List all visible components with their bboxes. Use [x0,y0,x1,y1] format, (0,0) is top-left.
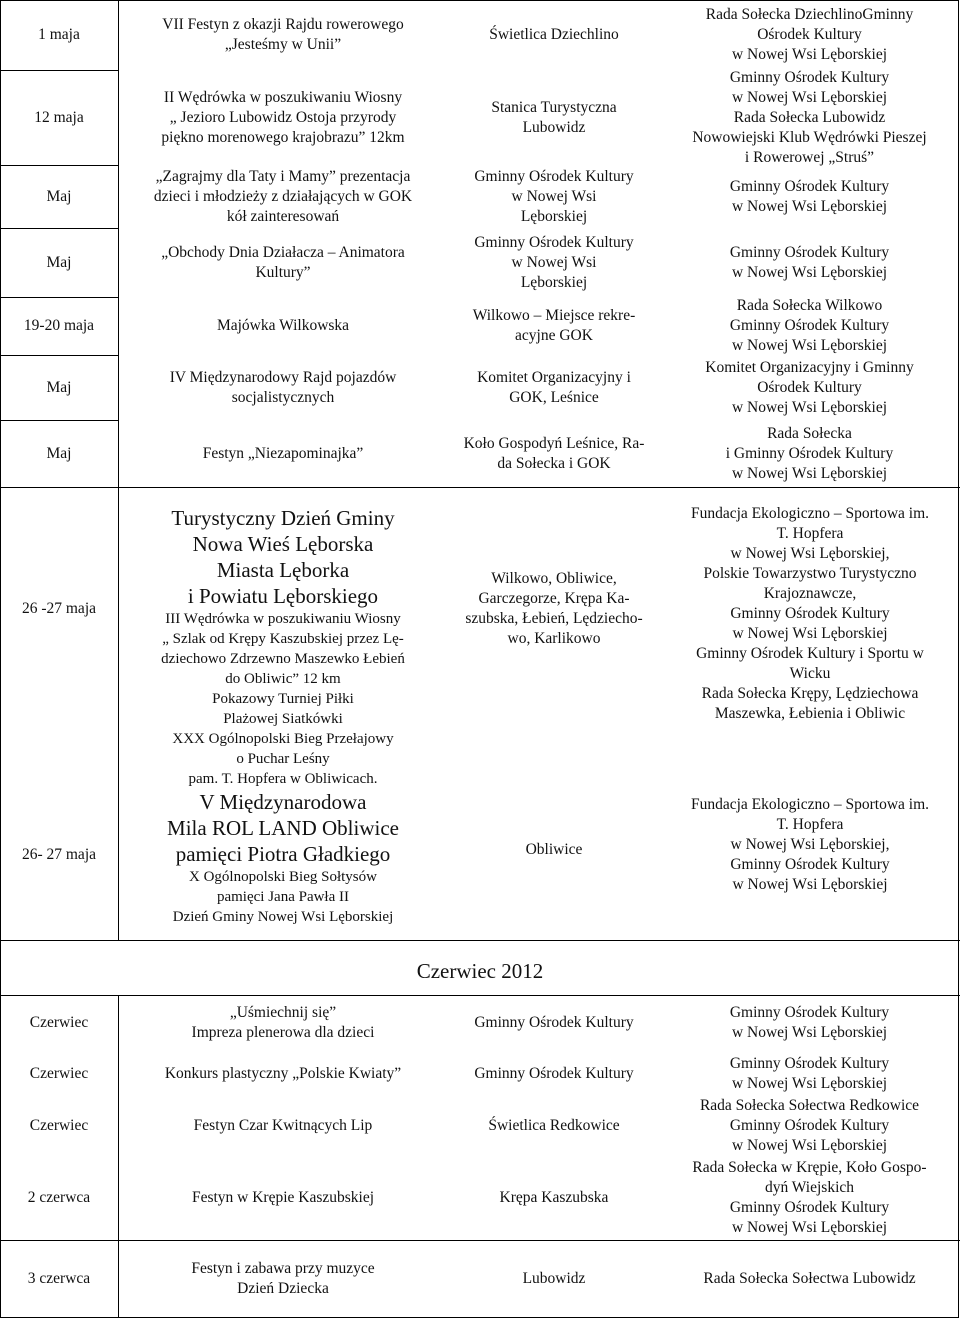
row3-date-cell-line: 2 czerwca [27,1188,91,1206]
row1-organizer-cell-line: w Nowej Wsi Lęborskiej [731,46,888,63]
event-line: pamięci Jana Pawła II [216,889,349,905]
row1-place-cell-line: Lubowidz [522,118,586,136]
row1-place-cell-line: Komitet Organizacyjny i [477,368,631,386]
row3-organizer-cell-line: w Nowej Wsi Lęborskiej [731,1137,888,1154]
row1-organizer-cell-line: Gminny Ośrodek Kultury [729,177,890,195]
row3-event-cell-line: Festyn w Krępie Kaszubskiej [191,1188,375,1206]
event-line: XXX Ogólnopolski Bieg Przełajowy [172,731,394,747]
event-group [167,789,399,867]
row3-organizer-cell-line: w Nowej Wsi Lęborskiej [731,1218,888,1236]
row3-date-cell [0,995,118,1050]
row3-place-cell [448,1240,660,1318]
organizer-cell-line: Gminny Ośrodek Kultury [730,856,890,873]
row3-organizer-cell [660,995,959,1050]
row3-date-cell [0,1097,118,1155]
row1-organizer-cell-line: w Nowej Wsi Lęborskiej [731,398,888,416]
row3-place-cell [448,995,660,1050]
row1-place-cell-line: w Nowej Wsi [511,187,597,205]
row-divider [0,228,118,229]
row3-date-cell [0,1155,118,1240]
organizer-cell-line: T. Hopfera [776,816,844,833]
event-line: Miasta Lęborka [216,558,350,582]
row1-event-cell [118,420,448,487]
organizer-cell-line: w Nowej Wsi Lęborskiej, [730,836,890,853]
event-line: Pokazowy Turniej Piłki [212,691,354,707]
organizer-cell [660,497,960,730]
row3-date-cell [0,1240,118,1318]
row3-organizer-cell-line: Gminny Ośrodek Kultury [729,1117,890,1134]
place-cell-line: Garczegorze, Krępa Ka- [478,589,630,607]
row1-place-cell [448,297,660,355]
row-divider [0,165,118,166]
row1-organizer-cell [660,355,959,420]
organizer-cell-line: Polskie Towarzystwo Turystyczno [703,564,917,582]
row1-organizer-cell-line: Gminny Ośrodek Kultury [729,317,890,334]
row3-event-cell [118,1240,448,1318]
row3-place-cell-line: Lubowidz [522,1270,586,1287]
organizer-cell-line: Gminny Ośrodek Kultury [730,604,890,622]
row3-place-cell [448,1097,660,1155]
row1-place-cell-line: da Sołecka i GOK [497,454,611,472]
row1-date-cell-line: 1 maja [38,26,80,43]
row3-date-cell-line: 3 czerwca [27,1270,91,1287]
event-line: Plażowej Siatkówki [223,711,343,727]
row3-organizer-cell-line: w Nowej Wsi Lęborskiej [731,1074,888,1092]
row1-event-cell [118,0,448,70]
row3-organizer-cell-line: Gminny Ośrodek Kultury [729,1003,890,1021]
row3-event-cell-line: „Uśmiechnij się” [229,1003,337,1021]
row1-organizer-cell-line: Rada Sołecka Wilkowo [736,297,883,314]
row1-organizer-cell [660,297,959,355]
row1-event-cell-line: piękno morenowego krajobrazu” 12km [161,128,405,146]
row1-date-cell-line: Maj [46,378,72,396]
row1-organizer-cell-line: Rada Sołecka Lubowidz [733,108,886,126]
row1-organizer-cell-line: Ośrodek Kultury [757,378,862,396]
row1-organizer-cell-line: w Nowej Wsi Lęborskiej [731,464,888,482]
event-group [161,609,405,789]
event-line: o Puchar Leśny [236,751,330,767]
row1-organizer-cell-line: Komitet Organizacyjny i Gminny [705,358,914,376]
organizer-cell-line: Maszewka, Łebienia i Obliwic [714,704,906,722]
row1-event-cell-line: VII Festyn z okazji Rajdu rowerowego [162,16,404,33]
row3-organizer-cell [660,1050,959,1097]
row1-event-cell [118,228,448,297]
event-line: Turystyczny Dzień Gminy [171,506,395,530]
row-divider [0,70,118,71]
row1-date-cell [0,70,118,165]
row1-date-cell-line: Maj [46,444,72,462]
row3-organizer-cell-line: w Nowej Wsi Lęborskiej [731,1023,888,1041]
row1-place-cell-line: Koło Gospodyń Leśnice, Ra- [463,434,645,452]
event-line: V Międzynarodowa [199,790,367,814]
row1-place-cell-line: GOK, Leśnice [509,388,599,406]
event-line: X Ogólnopolski Bieg Sołtysów [189,869,377,885]
row1-organizer-cell-line: Gminny Ośrodek Kultury [729,243,890,261]
row-divider [0,297,118,298]
row1-event-cell-line: IV Międzynarodowy Rajd pojazdów [169,368,397,386]
row3-organizer-cell-line: Rada Sołecka Sołectwa Redkowice [699,1097,920,1114]
row3-date-cell-line: Czerwiec [29,1013,89,1031]
row1-place-cell-line: Świetlica Dziechlino [489,26,619,43]
row1-place-cell-line: Lęborskiej [520,273,588,291]
row1-event-cell-line: socjalistycznych [231,388,335,406]
event-line: III Wędrówka w poszukiwaniu Wiosny [165,611,401,627]
place-cell [448,487,660,730]
event-group [171,505,394,609]
row3-organizer-cell-line: Gminny Ośrodek Kultury [729,1198,890,1216]
row1-place-cell-line: acyjne GOK [515,327,593,344]
row3-event-cell-line: Konkurs plastyczny „Polskie Kwiaty” [164,1064,402,1082]
row1-place-cell [448,0,660,70]
row1-date-cell [0,228,118,297]
row1-organizer-cell [660,0,959,70]
date-text: 26- 27 maja [21,846,97,863]
row-divider [0,355,118,356]
row1-event-cell-line: Majówka Wilkowska [216,317,350,334]
row3-organizer-cell [660,1097,959,1155]
row1-organizer-cell-line: w Nowej Wsi Lęborskiej [731,263,888,281]
event-line: pam. T. Hopfera w Obliwicach. [188,771,378,787]
row1-event-cell-line: Festyn „Niezapominajka” [202,444,364,462]
row-divider [0,420,118,421]
organizer-cell-line: w Nowej Wsi Lęborskiej [732,624,888,642]
organizer-cell-line: Gminny Ośrodek Kultury i Sportu w [696,644,924,662]
row1-organizer-cell [660,165,959,228]
row1-organizer-cell-line: Gminny Ośrodek Kultury [729,68,890,86]
row3-place-cell [448,1155,660,1240]
row3-place-cell-line: Gminny Ośrodek Kultury [474,1013,634,1031]
row1-event-cell-line: II Wędrówka w poszukiwaniu Wiosny [163,88,403,106]
row1-place-cell-line: Stanica Turystyczna [491,98,617,116]
row3-event-cell-line: Impreza plenerowa dla dzieci [191,1023,375,1041]
row3-organizer-cell-line: dyń Wiejskich [764,1178,855,1196]
row3-event-cell [118,1050,448,1097]
organizer-cell-line: T. Hopfera [776,524,844,542]
row1-event-cell [118,355,448,420]
row1-event-cell [118,165,448,228]
place-cell-line: wo, Karlikowo [507,629,601,647]
row3-date-cell-line: Czerwiec [29,1117,89,1134]
row1-date-cell-line: 12 maja [34,108,84,126]
row1-event-cell-line: „Obchody Dnia Działacza – Animatora [161,243,405,261]
row1-organizer-cell [660,70,959,165]
row1-date-cell [0,420,118,487]
row3-date-cell [0,1050,118,1097]
place-cell [448,770,660,930]
row3-event-cell [118,1097,448,1155]
row1-organizer-cell [660,228,959,297]
date-cell [0,770,118,940]
organizer-cell-line: Krajoznawcze, [763,584,857,602]
column-divider [118,995,119,1318]
row3-place-cell-line: Świetlica Redkowice [488,1117,620,1134]
row3-organizer-cell-line: Rada Sołecka w Krępie, Koło Gospo- [692,1158,927,1176]
organizer-cell-line: Rada Sołecka Krępy, Lędziechowa [701,684,919,702]
place-cell-line: Obliwice [525,841,583,858]
column-divider [118,0,119,940]
row1-place-cell [448,355,660,420]
row1-date-cell-line: Maj [46,253,72,271]
row1-date-cell-line: Maj [46,187,72,205]
organizer-cell-line: Fundacja Ekologiczno – Sportowa im. [690,504,930,522]
row1-organizer-cell-line: w Nowej Wsi Lęborskiej [731,88,888,106]
row1-organizer-cell-line: Rada Sołecka [767,424,852,442]
row1-event-cell-line: „Jesteśmy w Unii” [224,36,342,53]
row1-date-cell [0,297,118,355]
block-divider [0,940,960,941]
event-line: „ Szlak od Krępy Kaszubskiej przez Lę- [162,631,404,647]
row1-event-cell-line: „Zagrajmy dla Taty i Mamy” prezentacja [155,167,411,185]
row1-place-cell-line: Gminny Ośrodek Kultury [474,233,634,251]
row3-organizer-cell-line: Gminny Ośrodek Kultury [729,1054,890,1072]
date-cell [0,487,118,730]
row1-date-cell [0,0,118,70]
row1-organizer-cell-line: w Nowej Wsi Lęborskiej [731,337,888,354]
row1-date-cell [0,165,118,228]
event-line: Dzień Gminy Nowej Wsi Lęborskiej [172,909,394,925]
row1-place-cell-line: w Nowej Wsi [511,253,597,271]
row1-event-cell [118,297,448,355]
row3-event-cell [118,1155,448,1240]
row3-organizer-cell [660,1240,959,1318]
row3-place-cell-line: Gminny Ośrodek Kultury [474,1064,634,1082]
event-line: pamięci Piotra Gładkiego [175,842,391,866]
row1-organizer-cell-line: Rada Sołecka DziechlinoGminny [705,6,914,23]
row3-event-cell-line: Festyn Czar Kwitnących Lip [193,1117,373,1134]
organizer-cell-line: w Nowej Wsi Lęborskiej [732,876,888,893]
event-group [173,867,394,927]
row1-organizer-cell-line: w Nowej Wsi Lęborskiej [731,197,888,215]
row1-organizer-cell-line: i Gminny Ośrodek Kultury [725,444,894,462]
section-title: Czerwiec 2012 [416,959,544,983]
row1-organizer-cell-line: Ośrodek Kultury [757,26,862,43]
row3-place-cell-line: Krępa Kaszubska [499,1188,609,1206]
organizer-cell-line: Fundacja Ekologiczno – Sportowa im. [690,796,930,813]
row1-organizer-cell-line: i Rowerowej „Struś” [744,148,875,166]
place-cell-line: szubska, Łebień, Lędziecho- [465,609,643,627]
row3-organizer-cell [660,1155,959,1240]
row-divider [0,1240,960,1241]
row1-organizer-cell [660,420,959,487]
row3-place-cell [448,1050,660,1097]
row1-event-cell [118,70,448,165]
organizer-cell-line: w Nowej Wsi Lęborskiej, [730,544,890,562]
place-cell-line: Wilkowo, Obliwice, [491,569,617,587]
row1-place-cell-line: Gminny Ośrodek Kultury [474,167,634,185]
event-line: Mila ROL LAND Obliwice [167,816,399,840]
row1-place-cell [448,165,660,228]
row1-event-cell-line: kół zainteresowań [226,207,340,225]
event-cell [118,505,448,936]
row1-date-cell-line: 19-20 maja [23,317,95,334]
row1-place-cell [448,228,660,297]
row1-organizer-cell-line: Nowowiejski Klub Wędrówki Pieszej [692,128,927,146]
event-line: dziechowo Zdrzewno Maszewko Łebień [161,651,405,667]
row3-event-cell-line: Festyn i zabawa przy muzyce [191,1260,375,1277]
event-line: Nowa Wieś Lęborska [192,532,374,556]
row1-event-cell-line: Kultury” [255,263,311,281]
row1-date-cell [0,355,118,420]
row3-organizer-cell-line: Rada Sołecka Sołectwa Lubowidz [703,1270,916,1287]
row1-event-cell-line: dzieci i młodzieży z działających w GOK [153,187,413,205]
event-line: i Powiatu Lęborskiego [187,584,379,608]
row3-date-cell-line: Czerwiec [29,1064,89,1082]
event-line: do Obliwic” 12 km [225,671,341,687]
row1-place-cell [448,420,660,487]
row3-event-cell [118,995,448,1050]
row1-place-cell-line: Lęborskiej [520,207,588,225]
row3-event-cell-line: Dzień Dziecka [237,1280,329,1297]
row1-place-cell [448,70,660,165]
row1-place-cell-line: Wilkowo – Miejsce rekre- [472,307,636,324]
date-text: 26 -27 maja [21,599,97,617]
row1-event-cell-line: „ Jezioro Lubowidz Ostoja przyrody [169,108,397,126]
organizer-cell-line: Wicku [789,664,831,682]
organizer-cell [660,790,960,900]
